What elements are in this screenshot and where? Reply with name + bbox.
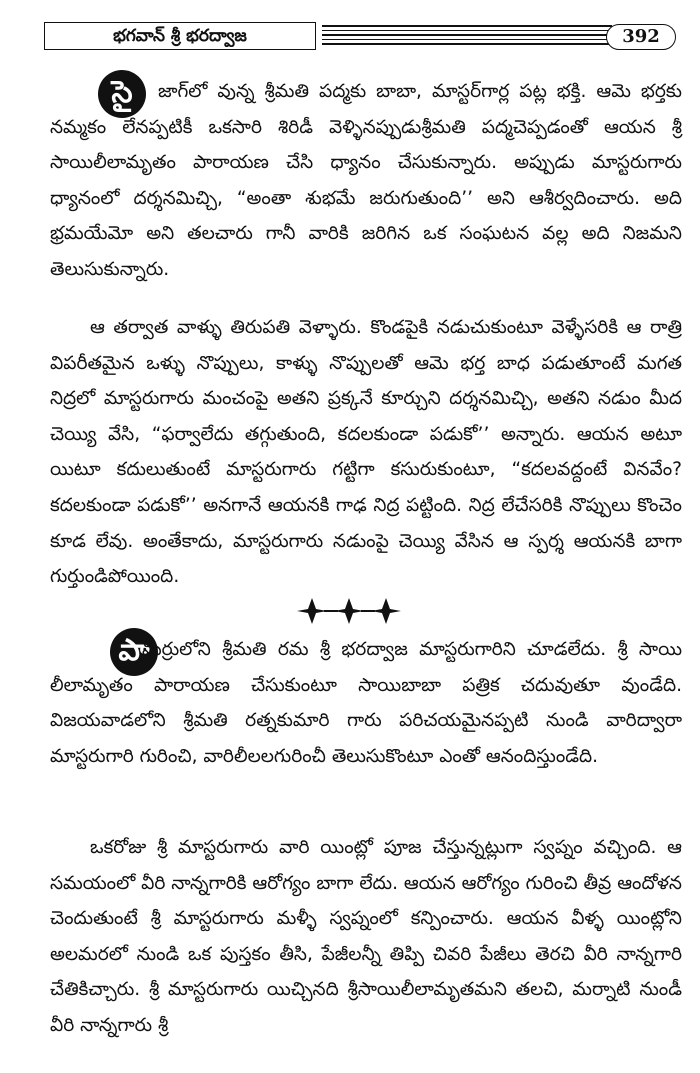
dropcap-1: సై (98, 70, 146, 118)
paragraph-4: ఒకరోజు శ్రీ మాస్టరుగారు వారి యింట్లో పూజ చేస్తున్నట్లుగా స్వప్నం వచ్చింది. ఆ సమయంలో వీరి నాన్నగారికి ఆరోగ్యం బాగా లేదు. ఆయన ఆరోగ్యం గురించి తీవ్ర ఆందోళన చెందుతుంటే శ్రీ మాస్టరుగారు మళ్ళీ స్వప్నంలో కన్పించారు. ఆయన వీళ్ళ యింట్లోని అలమరలో నుండి ఒక పుస్తకం తీసి, పేజీలన్నీ తిప్పి చివరి పేజీలు తెరచి వీరి నాన్నగారి చేతికిచ్చారు. శ్రీ మాస్టరుగారు యిచ్చినది శ్రీసాయిలీలామృతమని తలచి, మర్నాటి నుండీ వీరి నాన్నగారు శ్రీ (50, 837, 682, 1036)
paragraph-3: మర్రులోని శ్రీమతి రమ శ్రీ భరద్వాజ మాస్టరుగారిని చూడలేదు. శ్రీ సాయి లీలామృతం పారాయణ చేసుకుంటూ సాయిబాబా పత్రిక చదువుతూ వుండేది. విజయవాడలోని శ్రీమతి రత్నకుమారి గారు పరిచయమైనప్పటి నుండి వారిద్వారా మాస్టరుగారి గురించి, వారిలీలలగురించీ తెలుసుకొంటూ ఎంతో ఆనందిస్తుండేది. (50, 639, 682, 767)
paragraph-2: ఆ తర్వాత వాళ్ళు తిరుపతి వెళ్ళారు. కొండపైకి నడుచుకుంటూ వెళ్ళేసరికి ఆ రాత్రి విపరీతమైన ఒళ్ళు నొప్పులు, కాళ్ళు నొప్పులతో ఆమె భర్త బాధ పడుతూంటే మగత నిద్రలో మాస్టరుగారు మంచంపై అతని ప్రక్కనే కూర్చుని దర్శనమిచ్చి, అతని నడుం మీద చెయ్యి వేసి, “ఫర్వాలేదు తగ్గుతుంది, కదలకుండా పడుకో’’ అన్నారు. ఆయన అటూ యిటూ కదులుతుంటే మాస్టరుగారు గట్టిగా కసురుకుంటూ, “కదలవద్దంటే వినవేం? కదలకుండా పడుకో’’ అనగానే ఆయనకి గాఢ నిద్ర పట్టింది. నిద్ర లేచేసరికి నొప్పులు కొంచెం కూడ లేవు. అంతేకాదు, మాస్టరుగారు నడుంపై చెయ్యి వేసిన ఆ స్పర్శ ఆయనకి బాగా గుర్తుండిపోయింది. (50, 317, 682, 588)
paragraph-1: జాగ్‌లో వున్న శ్రీమతి పద్మకు బాబా, మాస్టర్‌గార్ల పట్ల భక్తి. ఆమె భర్తకు నమ్మకం లేనప్పటికీ ఒకసారి శిరిడీ వెళ్ళినప్పుడుశ్రీమతి పద్మచెప్పడంతో ఆయన శ్రీ సాయిలీలామృతం పారాయణ చేసి ధ్యానం చేసుకున్నారు. అప్పుడు మాస్టరుగారు ధ్యానంలో దర్శనమిచ్చి, “అంతా శుభమే జరుగుతుంది’’ అని ఆశీర్వదించారు. అది భ్రమయేమో అని తలచారు గానీ వారికి జరిగిన ఒక సంఘటన వల్ల అది నిజమని తెలుసుకున్నారు. (50, 81, 682, 280)
section-divider-ornament (294, 596, 404, 626)
book-title: భగవాన్ శ్రీ భరద్వాజ (44, 22, 316, 50)
dropcap-2: పా (110, 628, 158, 676)
page-header (44, 22, 680, 52)
header-rule-lines (322, 25, 612, 49)
page-number: 392 (606, 24, 676, 50)
